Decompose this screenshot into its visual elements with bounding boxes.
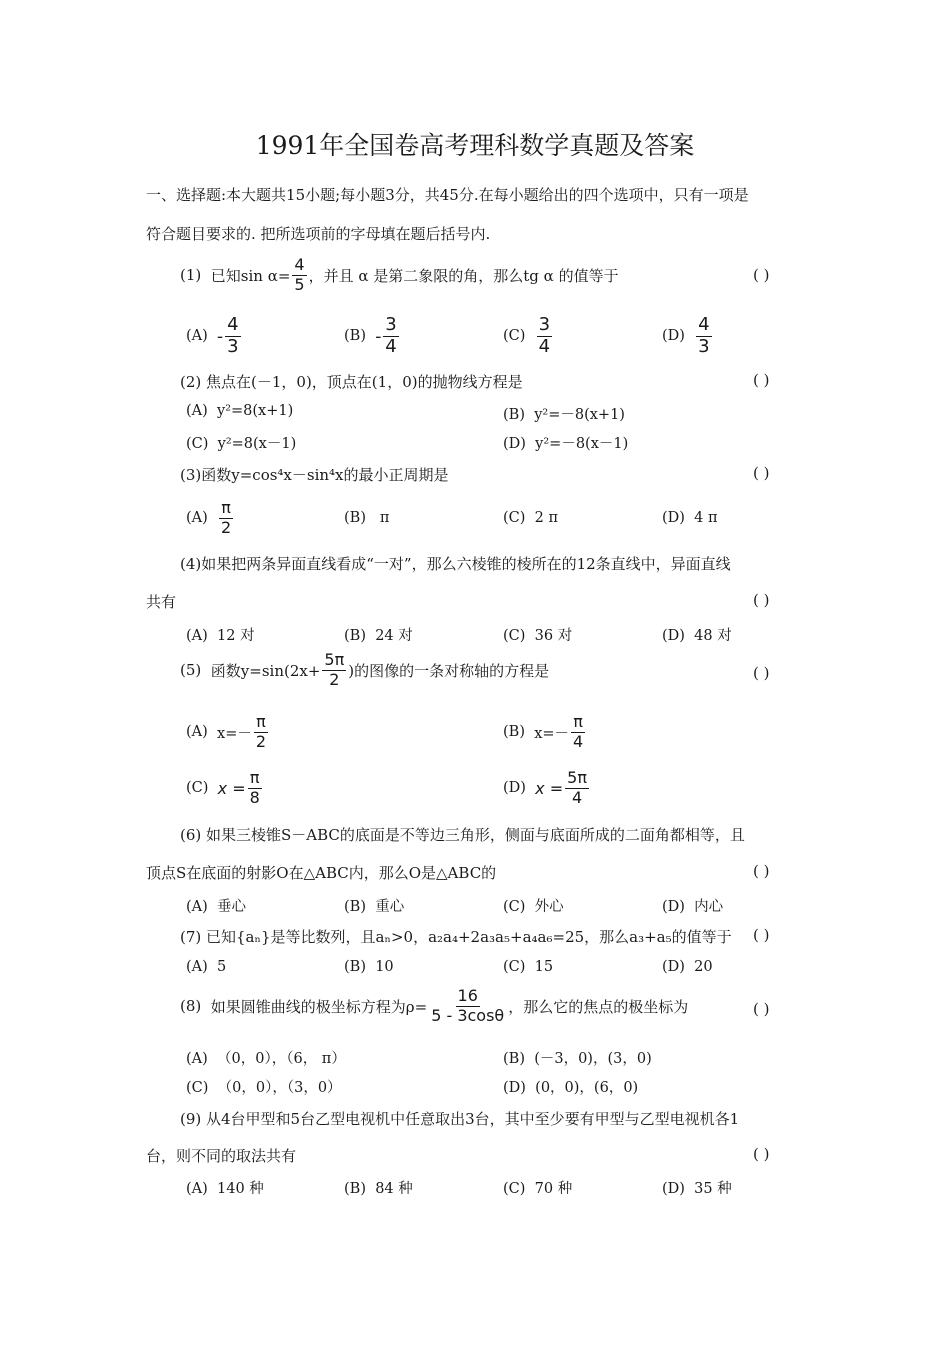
- q3-d-value: 4 π: [694, 510, 718, 526]
- frac-den: 8: [249, 787, 260, 807]
- q7-c-value: 15: [534, 959, 554, 975]
- frac-den: 4: [573, 731, 584, 751]
- frac-den: 4: [571, 787, 583, 807]
- q8-b-value: (－3，0)，(3，0): [534, 1051, 652, 1067]
- option-label: (C): [186, 780, 209, 797]
- q4-a-value: 12 对: [217, 628, 255, 644]
- frac-num: 16: [457, 986, 478, 1005]
- q4-option-b: [344, 624, 413, 645]
- q1-c-fraction: [537, 316, 552, 357]
- option-label: (D): [662, 628, 685, 644]
- question-9-line-2: 台，则不同的取法共有: [146, 1147, 297, 1165]
- option-label: (B): [344, 510, 366, 526]
- q8-c-value: （0，0），（3，0）: [217, 1080, 342, 1096]
- q5-b-fraction: [571, 714, 585, 751]
- q1-text-post: ，并且 α 是第二象限的角，那么tg α 的值等于: [308, 266, 619, 285]
- q5-option-a: [186, 714, 270, 751]
- q9-a-value: 140 种: [217, 1181, 264, 1197]
- frac-den: 4: [385, 335, 397, 357]
- q8-number: (8): [180, 997, 202, 1016]
- question-1: [180, 257, 619, 294]
- q2-c-value: y²=8(x－1): [217, 436, 297, 452]
- q7-b-value: 10: [375, 959, 394, 975]
- intro-line-2: 符合题目要求的. 把所选项前的字母填在题后括号内.: [146, 225, 491, 243]
- q9-d-value: 35 种: [694, 1181, 732, 1197]
- frac-num: 4: [698, 314, 710, 335]
- option-label: (C): [186, 436, 209, 452]
- q5-number: (5): [180, 661, 202, 680]
- question-2: (2) 焦点在(－1，0)，顶点在(1，0)的抛物线方程是: [180, 373, 523, 391]
- q1-frac-den: 5: [294, 274, 305, 294]
- q8-option-a: [186, 1047, 346, 1068]
- q3-option-b: [344, 510, 389, 526]
- q4-option-d: [662, 624, 732, 645]
- q9-option-c: [503, 1177, 572, 1198]
- question-3: (3)函数y=cos⁴x－sin⁴x的最小正周期是: [180, 466, 449, 484]
- option-label: (B): [344, 959, 366, 975]
- q5-c-pre: x =: [217, 778, 246, 798]
- q9-option-b: [344, 1177, 413, 1198]
- q5-answer-blank[interactable]: ( ): [753, 664, 770, 682]
- q6-answer-blank[interactable]: ( ): [753, 862, 770, 880]
- option-label: (A): [186, 1181, 208, 1197]
- question-4-line-1: (4)如果把两条异面直线看成“一对”，那么六棱锥的棱所在的12条直线中，异面直线: [180, 555, 731, 573]
- option-label: (B): [344, 328, 366, 345]
- q1-text-pre: 已知sin α=: [210, 266, 291, 285]
- q2-a-value: y²=8(x+1): [217, 403, 294, 419]
- question-6-line-1: (6) 如果三棱锥S－ABC的底面是不等边三角形，侧面与底面所成的二面角都相等，且: [180, 826, 745, 844]
- q2-d-value: y²=－8(x－1): [535, 436, 629, 452]
- q1-a-sign: -: [217, 325, 224, 347]
- q8-text-post: ，那么它的焦点的极坐标为: [508, 997, 689, 1016]
- q8-option-c: [186, 1076, 342, 1097]
- q6-option-a: [186, 895, 246, 916]
- q7-a-value: 5: [217, 959, 227, 975]
- q6-option-d: [662, 895, 723, 916]
- q4-b-value: 24 对: [375, 628, 413, 644]
- q6-d-value: 内心: [694, 899, 724, 915]
- option-label: (D): [503, 436, 526, 452]
- option-label: (D): [662, 510, 685, 526]
- q4-option-a: [186, 624, 255, 645]
- q5-b-pre: x=－: [534, 725, 570, 742]
- q7-option-d: [662, 959, 713, 975]
- q1-option-a: [186, 316, 243, 357]
- frac-num: 4: [227, 314, 239, 335]
- q1-b-fraction: [383, 316, 398, 357]
- q5-d-fraction: [565, 770, 589, 807]
- frac-den: 3: [698, 335, 710, 357]
- option-label: (A): [186, 403, 208, 419]
- q7-option-b: [344, 959, 394, 975]
- q3-b-value: π: [379, 510, 390, 526]
- q3-c-value: 2 π: [534, 510, 559, 526]
- frac-den: 2: [329, 669, 340, 689]
- option-label: (A): [186, 628, 208, 644]
- option-label: (D): [662, 328, 685, 345]
- frac-num: 5π: [324, 650, 345, 669]
- q7-option-a: [186, 959, 226, 975]
- option-label: (C): [503, 628, 526, 644]
- q5-fraction: [322, 652, 346, 689]
- frac-num: π: [221, 498, 231, 517]
- q3-option-a: [186, 500, 235, 537]
- q6-b-value: 重心: [375, 899, 405, 915]
- q2-option-c: [186, 432, 296, 453]
- question-6-line-2: 顶点S在底面的射影O在△ABC内，那么O是△ABC的: [146, 864, 497, 882]
- option-label: (C): [503, 328, 526, 345]
- option-label: (C): [186, 1080, 209, 1096]
- q1-answer-blank[interactable]: ( ): [753, 266, 770, 284]
- q3-answer-blank[interactable]: ( ): [753, 464, 770, 482]
- question-5: [180, 652, 549, 689]
- q1-number: (1): [180, 266, 202, 285]
- q5-a-pre: x=－: [217, 725, 252, 742]
- question-8: [180, 988, 688, 1025]
- q5-a-fraction: [254, 714, 268, 751]
- q7-d-value: 20: [694, 959, 713, 975]
- q2-option-a: [186, 403, 293, 419]
- q2-option-b: [503, 403, 625, 424]
- frac-den: 4: [538, 335, 551, 357]
- option-label: (B): [344, 628, 366, 644]
- frac-num: π: [249, 768, 260, 787]
- q1-d-fraction: [696, 316, 711, 357]
- option-label: (B): [503, 1051, 525, 1067]
- option-label: (C): [503, 959, 526, 975]
- q7-answer-blank[interactable]: ( ): [753, 926, 770, 944]
- option-label: (D): [662, 899, 685, 915]
- option-label: (A): [186, 1051, 208, 1067]
- q6-option-b: [344, 895, 404, 916]
- option-label: (A): [186, 328, 208, 345]
- option-label: (A): [186, 724, 208, 741]
- q5-d-pre: x =: [535, 778, 564, 798]
- q5-option-b: [503, 714, 587, 751]
- intro-line-1: 一、选择题:本大题共15小题;每小题3分，共45分.在每小题给出的四个选项中，只有一项是: [146, 186, 749, 204]
- q8-answer-blank[interactable]: ( ): [753, 1000, 770, 1018]
- q3-option-c: [503, 510, 558, 526]
- q2-b-value: y²=－8(x+1): [534, 407, 625, 423]
- q4-option-c: [503, 624, 572, 645]
- q2-option-d: [503, 432, 628, 453]
- q5-text-pre: 函数y=sin(2x+: [210, 661, 321, 680]
- q1-b-sign: -: [375, 325, 382, 347]
- option-label: (C): [503, 1181, 526, 1197]
- q8-a-value: （0，0），（6， π）: [217, 1051, 346, 1067]
- q8-option-b: [503, 1047, 652, 1068]
- frac-num: 3: [538, 314, 551, 335]
- option-label: (C): [503, 510, 526, 526]
- option-label: (A): [186, 959, 208, 975]
- frac-num: 3: [385, 314, 397, 335]
- q9-answer-blank[interactable]: ( ): [753, 1145, 770, 1163]
- option-label: (D): [503, 1080, 526, 1096]
- q6-a-value: 垂心: [217, 899, 247, 915]
- option-label: (D): [662, 959, 685, 975]
- q4-c-value: 36 对: [534, 628, 573, 644]
- q2-answer-blank[interactable]: ( ): [753, 371, 770, 389]
- frac-den: 5 - 3cosθ: [431, 1005, 505, 1025]
- option-label: (D): [503, 780, 526, 797]
- q6-option-c: [503, 895, 564, 916]
- frac-den: 2: [221, 517, 232, 537]
- q1-option-d: [662, 316, 714, 357]
- q9-option-a: [186, 1177, 264, 1198]
- frac-num: π: [256, 712, 266, 731]
- q4-answer-blank[interactable]: ( ): [753, 591, 770, 609]
- q9-option-d: [662, 1177, 732, 1198]
- frac-num: π: [573, 712, 583, 731]
- q4-d-value: 48 对: [694, 628, 732, 644]
- q3-option-d: [662, 510, 718, 526]
- q5-option-c: [186, 770, 264, 807]
- q5-text-post: )的图像的一条对称轴的方程是: [348, 661, 550, 680]
- question-4-line-2: 共有: [146, 593, 177, 611]
- option-label: (A): [186, 899, 208, 915]
- q3-a-fraction: [219, 500, 233, 537]
- frac-den: 2: [255, 731, 267, 751]
- option-label: (B): [503, 724, 525, 741]
- page-title: 1991年全国卷高考理科数学真题及答案: [255, 131, 695, 160]
- q9-b-value: 84 种: [375, 1181, 413, 1197]
- q1-option-b: [344, 316, 401, 357]
- question-7: (7) 已知{aₙ}是等比数列，且aₙ>0，a₂a₄+2a₃a₅+a₄a₆=25，那么a₃+a₅的值等于: [180, 928, 732, 946]
- q5-c-fraction: [248, 770, 262, 807]
- q1-option-c: [503, 316, 554, 357]
- question-9-line-1: (9) 从4台甲型和5台乙型电视机中任意取出3台，其中至少要有甲型与乙型电视机各1: [180, 1110, 740, 1128]
- q7-option-c: [503, 959, 553, 975]
- option-label: (B): [344, 899, 366, 915]
- option-label: (B): [503, 407, 525, 423]
- q6-c-value: 外心: [534, 899, 564, 915]
- q8-text-pre: 如果圆锥曲线的极坐标方程为ρ=: [210, 997, 428, 1016]
- option-label: (A): [186, 510, 208, 527]
- q8-fraction: [429, 988, 506, 1025]
- option-label: (D): [662, 1181, 685, 1197]
- option-label: (C): [503, 899, 526, 915]
- q1-a-fraction: [225, 316, 240, 357]
- frac-den: 3: [227, 335, 239, 357]
- q8-d-value: (0，0)，(6，0): [535, 1080, 639, 1096]
- frac-num: 5π: [567, 768, 587, 787]
- q5-option-d: [503, 770, 591, 807]
- option-label: (B): [344, 1181, 366, 1197]
- q1-frac-num: 4: [294, 255, 305, 274]
- q1-fraction: [292, 257, 306, 294]
- q8-option-d: [503, 1076, 638, 1097]
- q9-c-value: 70 种: [534, 1181, 573, 1197]
